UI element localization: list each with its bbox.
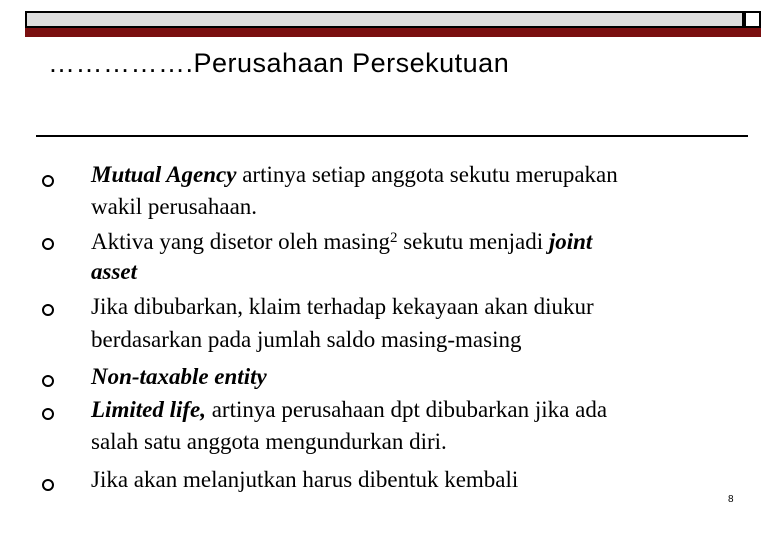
bullet-text: asset bbox=[91, 259, 137, 284]
bullet-text: Limited life, artinya perusahaan dpt dibubarkan jika ada bbox=[91, 397, 608, 422]
header-corner-square bbox=[744, 11, 761, 28]
bullet-text: Jika akan melanjutkan harus dibentuk kembali bbox=[91, 467, 519, 492]
slide-title: …………….Perusahaan Persekutuan bbox=[48, 48, 510, 78]
bullet-text: berdasarkan pada jumlah saldo masing-masing bbox=[91, 327, 522, 352]
bullet-marker-icon bbox=[42, 479, 54, 491]
bullet-text: Non-taxable entity bbox=[91, 364, 267, 389]
bullet-text: Mutual Agency artinya setiap anggota sekutu merupakan bbox=[91, 162, 618, 187]
bullet-text: salah satu anggota mengundurkan diri. bbox=[91, 429, 447, 454]
header-corner-strip bbox=[744, 28, 761, 37]
bullet-marker-icon bbox=[42, 238, 54, 250]
page-number: 8 bbox=[728, 494, 734, 505]
header-bar bbox=[25, 11, 744, 28]
bullet-text: Jika dibubarkan, klaim terhadap kekayaan akan diukur bbox=[91, 294, 594, 319]
title-divider bbox=[36, 135, 748, 137]
bullet-marker-icon bbox=[42, 175, 54, 187]
bullet-text: wakil perusahaan. bbox=[91, 194, 258, 219]
bullet-marker-icon bbox=[42, 375, 54, 387]
bullet-marker-icon bbox=[42, 408, 54, 420]
bullet-text: Aktiva yang disetor oleh masing$^2$ sekutu menjadi joint bbox=[91, 229, 593, 254]
bullet-marker-icon bbox=[42, 304, 54, 316]
header-accent-strip bbox=[25, 28, 744, 37]
